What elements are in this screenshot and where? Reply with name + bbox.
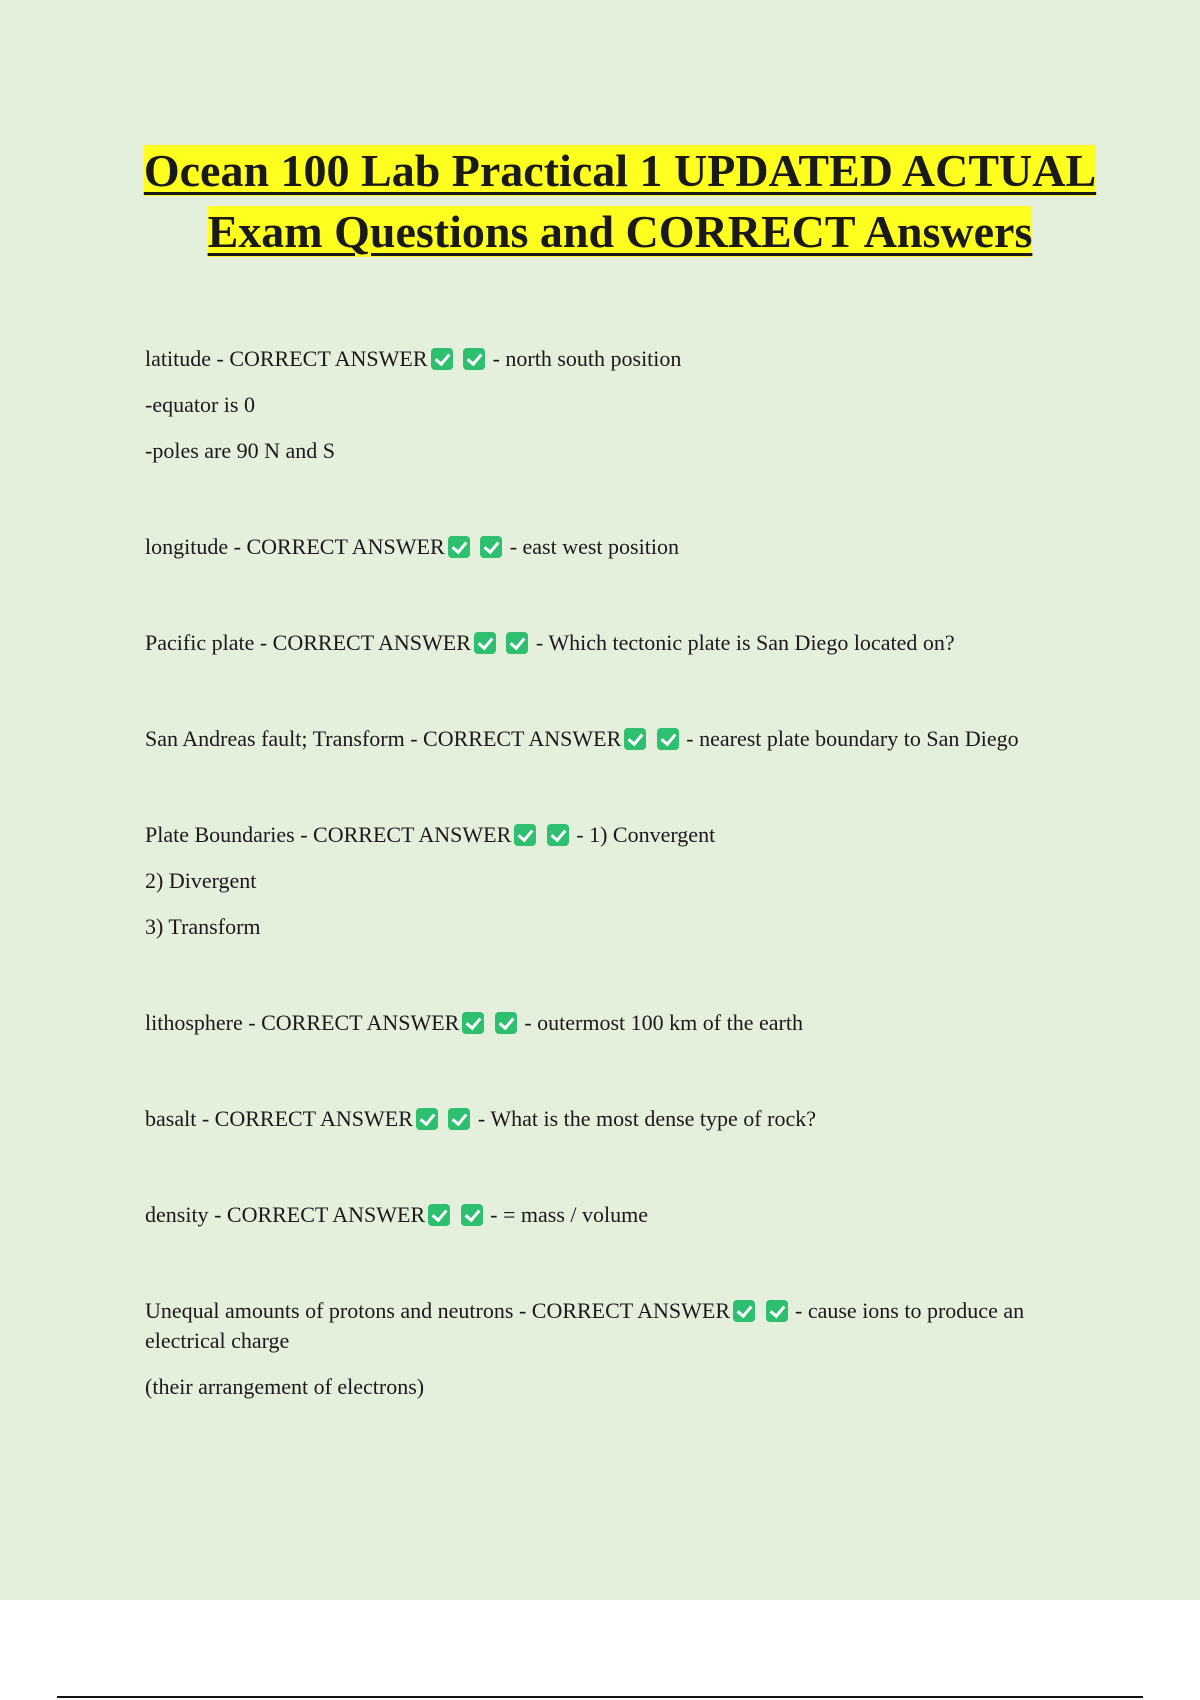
qa-entry (145, 1008, 1085, 1038)
answer: nearest plate boundary to San Diego (699, 726, 1019, 751)
term: San Andreas fault; Transform (145, 726, 405, 751)
check-mark-icon (431, 348, 453, 370)
document-title-text: Ocean 100 Lab Practical 1 UPDATED ACTUAL Exam Questions and CORRECT Answers (143, 145, 1097, 257)
qa-list (145, 344, 1085, 1418)
check-mark-icon (514, 824, 536, 846)
check-mark-icon (547, 824, 569, 846)
qa-line: lithosphere - CORRECT ANSWER - outermost 100 km of the earth (145, 1010, 803, 1035)
check-mark-icon (462, 1012, 484, 1034)
term: Pacific plate (145, 630, 255, 655)
answer-marker: CORRECT ANSWER (272, 630, 471, 655)
answer-marker: CORRECT ANSWER (423, 726, 622, 751)
check-mark-icon (624, 728, 646, 750)
check-mark-icon (657, 728, 679, 750)
term: latitude (145, 346, 211, 371)
qa-line: Pacific plate - CORRECT ANSWER - Which tectonic plate is San Diego located on? (145, 630, 955, 655)
answer: north south position (505, 346, 682, 371)
qa-line: latitude - CORRECT ANSWER - north south position (145, 346, 682, 371)
check-mark-icon (461, 1204, 483, 1226)
check-mark-icon (448, 536, 470, 558)
term: lithosphere (145, 1010, 243, 1035)
check-mark-icon (428, 1204, 450, 1226)
qa-line: Unequal amounts of protons and neutrons - CORRECT ANSWER - cause ions to produce an electrical charge (145, 1298, 1025, 1353)
qa-entry (145, 532, 1085, 562)
term: density (145, 1202, 209, 1227)
qa-entry (145, 1104, 1085, 1134)
qa-entry (145, 724, 1085, 754)
answer-extra-line: 3) Transform (145, 914, 261, 939)
check-mark-icon (463, 348, 485, 370)
answer: What is the most dense type of rock? (490, 1106, 816, 1131)
term: longitude (145, 534, 229, 559)
term: basalt (145, 1106, 197, 1131)
answer: outermost 100 km of the earth (537, 1010, 803, 1035)
answer-marker: CORRECT ANSWER (531, 1298, 731, 1323)
qa-entry (145, 628, 1085, 658)
answer-extra-line: -poles are 90 N and S (145, 438, 336, 463)
check-mark-icon (474, 632, 496, 654)
qa-line: basalt - CORRECT ANSWER - What is the most dense type of rock? (145, 1106, 816, 1131)
qa-line: San Andreas fault; Transform - CORRECT ANSWER - nearest plate boundary to San Diego (145, 726, 1019, 751)
answer: = mass / volume (502, 1202, 648, 1227)
document-title (140, 140, 1100, 262)
answer-extra-line: (their arrangement of electrons) (145, 1374, 425, 1399)
check-mark-icon (495, 1012, 517, 1034)
check-mark-icon (766, 1300, 788, 1322)
qa-line: longitude - CORRECT ANSWER - east west position (145, 534, 679, 559)
answer: east west position (522, 534, 679, 559)
answer-marker: CORRECT ANSWER (261, 1010, 460, 1035)
answer-marker: CORRECT ANSWER (226, 1202, 426, 1227)
qa-entry (145, 820, 1085, 942)
answer: cause ions to produce an electrical charge (145, 1298, 1025, 1353)
check-mark-icon (416, 1108, 438, 1130)
term: Unequal amounts of protons and neutrons (145, 1298, 514, 1323)
check-mark-icon (480, 536, 502, 558)
answer: 1) Convergent (589, 822, 716, 847)
answer-marker: CORRECT ANSWER (214, 1106, 413, 1131)
answer-extra-line: -equator is 0 (145, 392, 255, 417)
qa-line: Plate Boundaries - CORRECT ANSWER - 1) Convergent (145, 822, 716, 847)
term: Plate Boundaries (145, 822, 295, 847)
check-mark-icon (448, 1108, 470, 1130)
qa-line: density - CORRECT ANSWER - = mass / volume (145, 1202, 648, 1227)
answer-extra-line: 2) Divergent (145, 868, 257, 893)
qa-entry (145, 344, 1085, 466)
bottom-divider (57, 1696, 1143, 1698)
answer-marker: CORRECT ANSWER (246, 534, 445, 559)
check-mark-icon (733, 1300, 755, 1322)
answer-marker: CORRECT ANSWER (229, 346, 428, 371)
qa-entry (145, 1200, 1085, 1230)
answer-marker: CORRECT ANSWER (313, 822, 512, 847)
answer: Which tectonic plate is San Diego located on? (548, 630, 955, 655)
qa-entry (145, 1296, 1085, 1402)
check-mark-icon (506, 632, 528, 654)
